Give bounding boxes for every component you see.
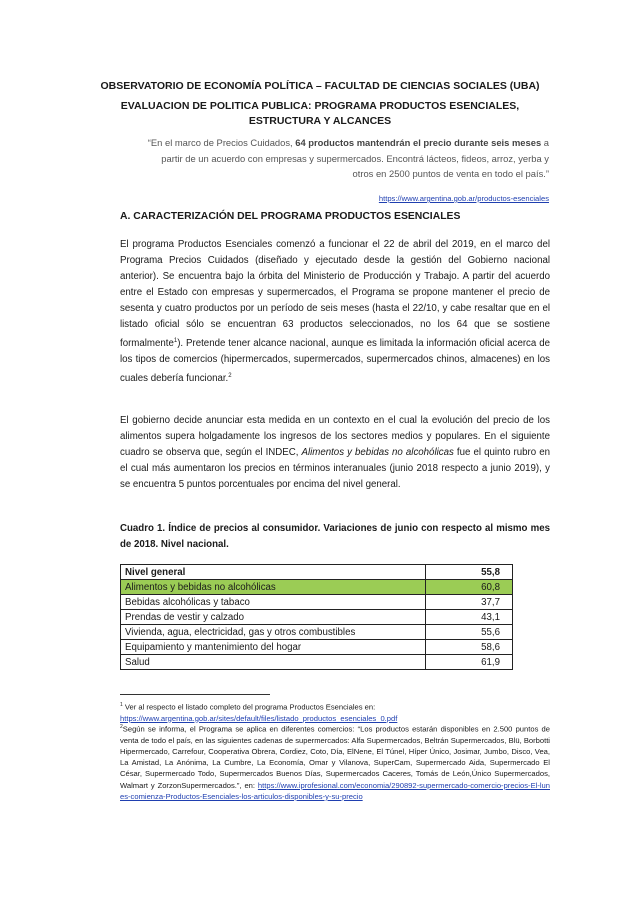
table-row xyxy=(121,595,513,610)
footnote-1-link[interactable]: https://www.argentina.gob.ar/sites/default/files/listado_productos_esenciales_0.pdf xyxy=(120,713,398,723)
row-value: 55,6 xyxy=(426,625,513,640)
section-heading: A. CARACTERIZACIÓN DEL PROGRAMA PRODUCTOS ESENCIALES xyxy=(120,211,461,222)
footnote-ref-2[interactable]: 2 xyxy=(228,373,232,380)
row-value: 58,6 xyxy=(426,640,513,655)
row-value: 55,8 xyxy=(426,565,513,580)
row-label: Equipamiento y mantenimiento del hogar xyxy=(121,640,426,655)
quote-text-bold: 64 productos mantendrán el precio durante seis meses xyxy=(295,137,542,148)
paragraph-2-text-a: El gobierno decide anunciar esta medida en un contexto en el cual la evolución del precio de los alimentos supera holgadamente los ingresos de los sectores medios y populares. En el siguiente cuadro se observa que, según el INDEC, xyxy=(120,415,550,458)
footnote-2-number: 2 xyxy=(120,724,123,730)
row-label: Alimentos y bebidas no alcohólicas xyxy=(121,580,426,595)
footnote-2-text: Según se informa, el Programa se aplica en diferentes comercios: “Los productos estarán disponibles en 2.500 puntos de venta de todo el país, en las siguientes cadenas de supermercados: Alfa Supermercados, Beltrán Supermercados, Blü, Borbotti Hipermercado, Carrefour, Cooperativa Obrera, Cordiez, Coto, Día, ElNene, El Túnel, Híper Único, Josimar, Jumbo, Disco, Vea, La Amistad, La Anónima, La Cumbre, La Economía, Omar y Vilanova, SuperCam, Supermercado Aida, Supermercado El César, Supermercado Todo, Supermercados Buenos Días, Supermercados Caceres, Tomás de León,Único Supermercados, Walmart y ZorzonSupermercados.”, en: xyxy=(120,724,550,790)
paragraph-2-text-b: fue el quinto rubro en el cual más aumentaron los precios en términos interanuales (junio 2018 respecto a junio 2019), y se encuentra 5 puntos porcentuales por encima del nivel general. xyxy=(120,447,551,490)
paragraph-1 xyxy=(120,237,550,387)
row-value: 60,8 xyxy=(426,580,513,595)
quote-text-start: “En el marco de Precios Cuidados, xyxy=(147,137,296,148)
footnote-2 xyxy=(120,722,550,802)
footnote-1-text: Ver al respecto el listado completo del programa Productos Esenciales en: xyxy=(122,702,376,712)
paragraph-1-text-b: ). Pretende tener alcance nacional, aunque es limitada la información oficial acerca de los tipos de comercios (hipermercados, supermercados, supermercados chinos, almacenes) en los cuales debería funcionar. xyxy=(120,338,550,385)
row-value: 37,7 xyxy=(426,595,513,610)
document-subtitle: EVALUACION DE POLITICA PUBLICA: PROGRAMA PRODUCTOS ESENCIALES, ESTRUCTURA Y ALCANCES xyxy=(120,100,520,127)
quote-source-link[interactable]: https://www.argentina.gob.ar/productos-esenciales xyxy=(378,194,549,203)
cpi-table xyxy=(120,564,513,670)
table-row xyxy=(121,565,513,580)
footnote-1-number: 1 xyxy=(120,702,123,708)
footnote-1 xyxy=(120,700,550,724)
paragraph-2 xyxy=(120,413,550,493)
row-value: 61,9 xyxy=(426,655,513,670)
row-label: Salud xyxy=(121,655,426,670)
footnote-2-link[interactable]: https://www.iprofesional.com/economia/290892-supermercado-comercio-precios-El-lunes-comienza-Productos-Esenciales-los-articulos-disponibles-y-su-precio xyxy=(120,780,550,801)
table-row xyxy=(121,640,513,655)
paragraph-2-emphasis: Alimentos y bebidas no alcohólicas xyxy=(301,447,454,458)
row-label: Prendas de vestir y calzado xyxy=(121,610,426,625)
table-row xyxy=(121,580,513,595)
table-caption: Cuadro 1. Índice de precios al consumidor. Variaciones de junio con respecto al mismo mes de 2018. Nivel nacional. xyxy=(120,523,550,550)
paragraph-1-text-a: El programa Productos Esenciales comenzó a funcionar el 22 de abril del 2019, en el marco del Programa Precios Cuidados (diseñado y ejecutado desde la gestión del Gobierno nacional anterior). Se encuentra bajo la órbita del Ministerio de Producción y Trabajo. A partir del acuerdo entre el Estado con empresas y supermercados, el Programa se propone mantener el precio de sesenta y cuatro productos por un período de seis meses (hasta el 22/10, y cabe resaltar que en el listado oficial sólo se encuentran 63 productos seleccionados, no los 64 que se sostiene formalmente xyxy=(120,239,550,350)
row-label: Bebidas alcohólicas y tabaco xyxy=(121,595,426,610)
footnote-ref-1[interactable]: 1 xyxy=(173,338,178,344)
row-label: Vivienda, agua, electricidad, gas y otros combustibles xyxy=(121,625,426,640)
table-row xyxy=(121,610,513,625)
table-row xyxy=(121,625,513,640)
document-title: OBSERVATORIO DE ECONOMÍA POLÍTICA – FACULTAD DE CIENCIAS SOCIALES (UBA) xyxy=(100,80,540,92)
quote-text-end: a partir de un acuerdo con empresas y supermercados. Encontrá lácteos, fideos, arroz, yerba y otros en 2500 puntos de venta en todo el país.” xyxy=(161,137,549,179)
epigraph-quote xyxy=(140,135,549,182)
row-label: Nivel general xyxy=(121,565,426,580)
footnote-divider xyxy=(120,694,270,695)
table-row xyxy=(121,655,513,670)
row-value: 43,1 xyxy=(426,610,513,625)
